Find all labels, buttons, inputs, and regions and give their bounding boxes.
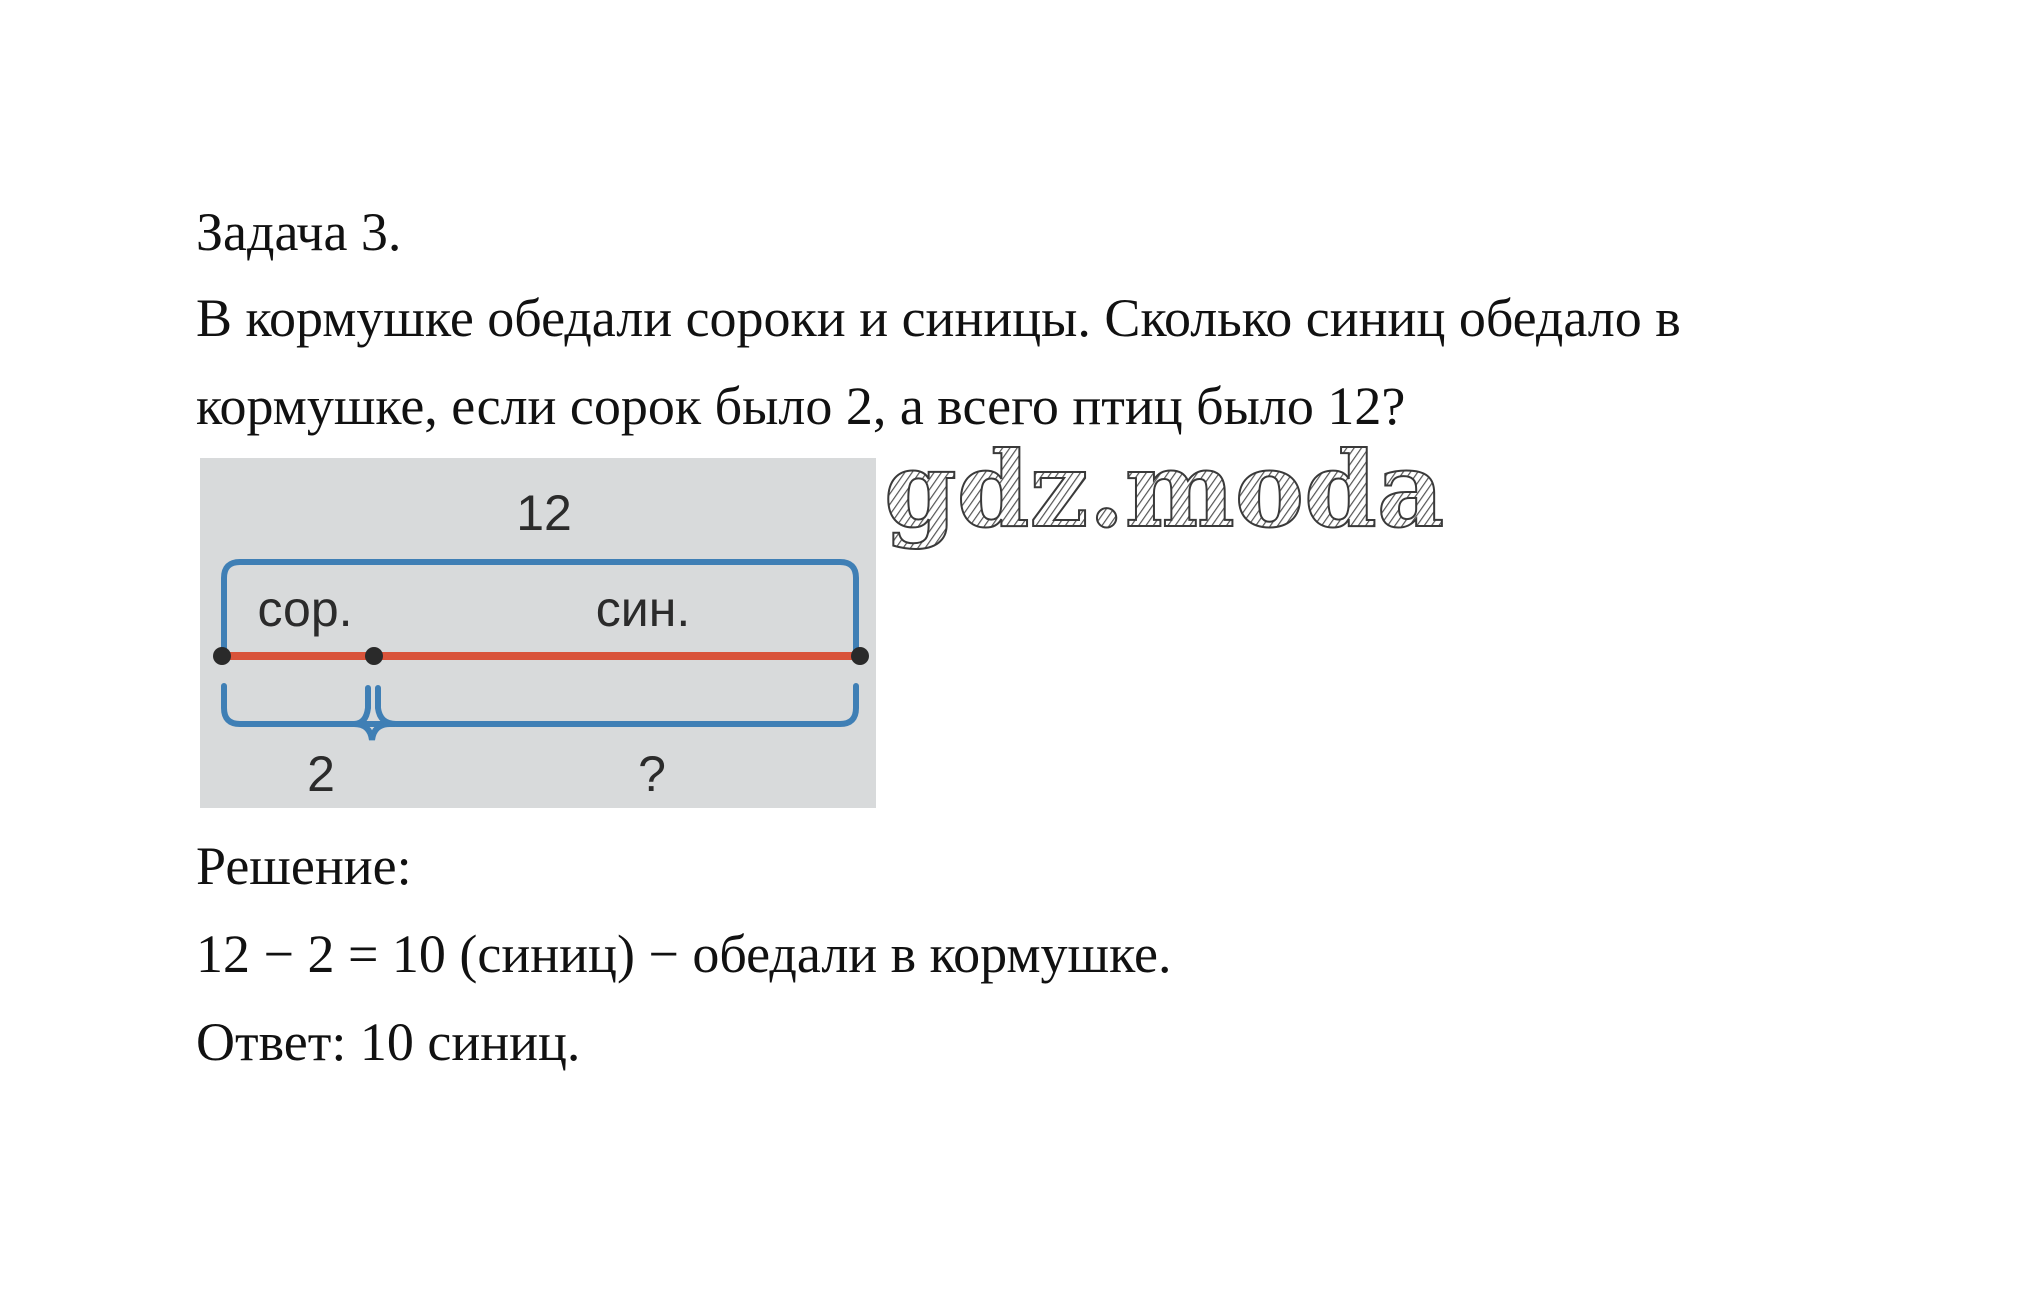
watermark-text: gdz.moda bbox=[884, 428, 1445, 551]
task-title: Задача 3. bbox=[196, 202, 402, 262]
segment-1-value-label: 2 bbox=[307, 746, 335, 802]
segment-diagram-svg bbox=[200, 458, 876, 808]
segment-2-name-label: син. bbox=[595, 581, 691, 637]
point-middle bbox=[365, 647, 383, 665]
solution-label: Решение: bbox=[196, 836, 412, 896]
watermark-logo bbox=[878, 426, 1458, 566]
part-1-brace-tail bbox=[354, 688, 368, 724]
point-start bbox=[213, 647, 231, 665]
segment-2-value-label: ? bbox=[638, 746, 666, 802]
watermark-svg bbox=[878, 426, 1458, 566]
point-end bbox=[851, 647, 869, 665]
solution-equation: 12 − 2 = 10 (синиц) − обедали в кормушке. bbox=[196, 924, 1172, 984]
total-label: 12 bbox=[516, 485, 572, 541]
problem-text-line-1: В кормушке обедали сороки и синицы. Сколько синиц обедало в bbox=[196, 288, 1681, 348]
segment-diagram bbox=[200, 458, 876, 808]
problem-text-line-2: кормушке, если сорок было 2, а всего птиц было 12? bbox=[196, 376, 1406, 436]
segment-1-name-label: сор. bbox=[257, 581, 353, 637]
answer-text: Ответ: 10 синиц. bbox=[196, 1012, 581, 1072]
part-2-brace bbox=[378, 686, 856, 724]
